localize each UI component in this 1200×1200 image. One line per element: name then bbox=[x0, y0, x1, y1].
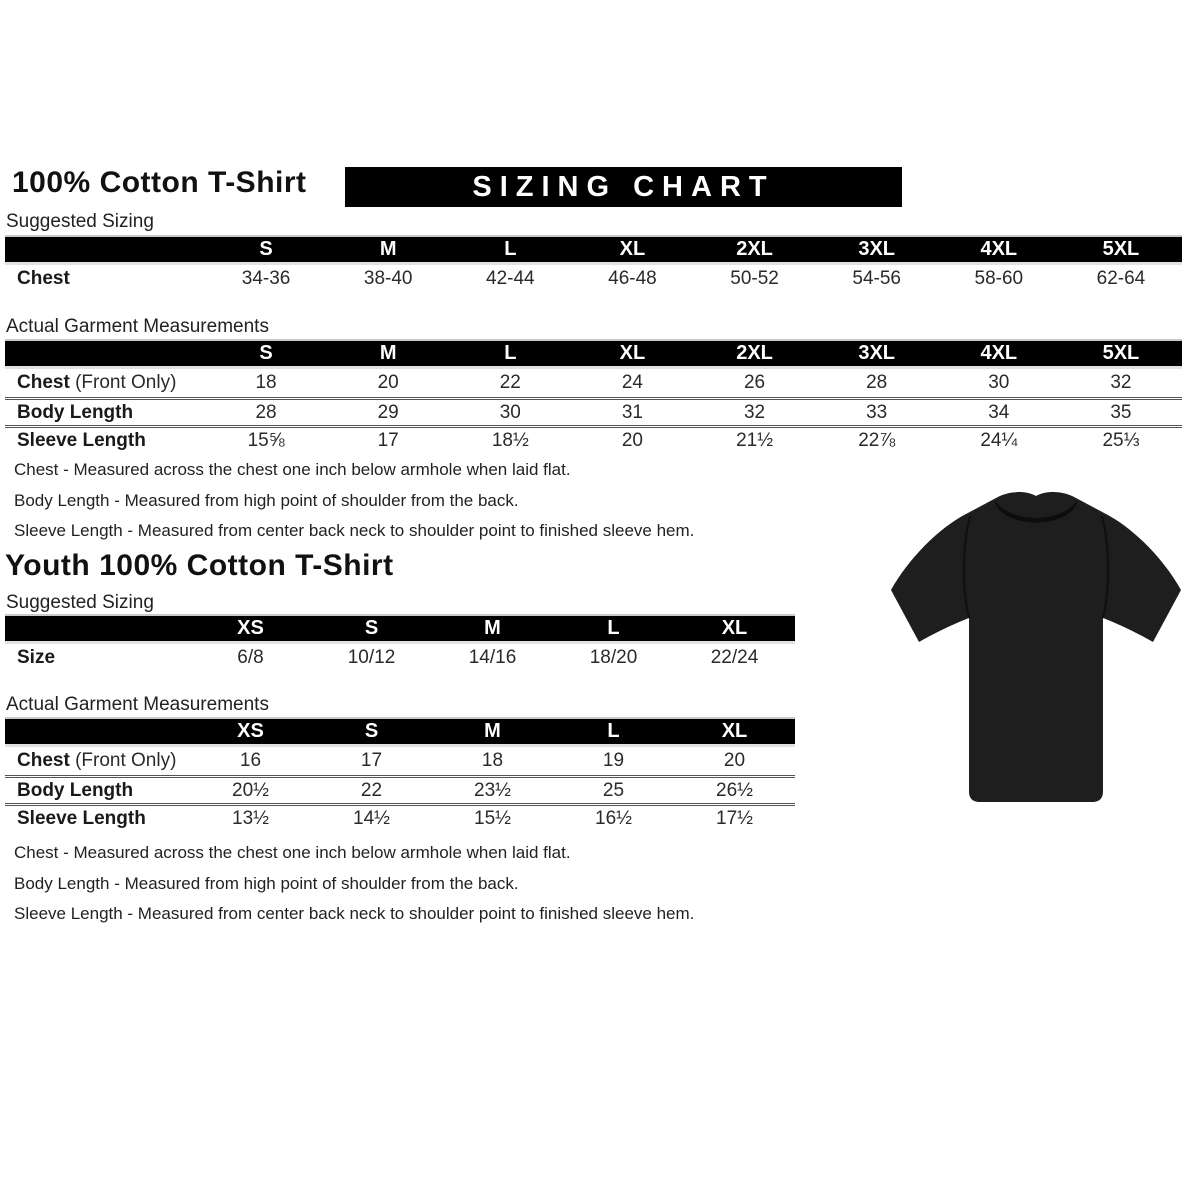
value-cell: 15⅝ bbox=[247, 429, 285, 451]
value-cell: 14/16 bbox=[468, 647, 517, 668]
column-header: L bbox=[607, 720, 620, 742]
black-tshirt-image bbox=[882, 488, 1190, 806]
youth-suggested-sizing-label: Suggested Sizing bbox=[6, 592, 154, 613]
value-cell: 24¼ bbox=[980, 429, 1018, 451]
column-header: 4XL bbox=[980, 342, 1018, 364]
value-cell: 17 bbox=[360, 750, 383, 771]
value-cell: 29 bbox=[377, 401, 399, 423]
youth-notes bbox=[14, 843, 694, 935]
value-cell: 20 bbox=[377, 372, 399, 393]
value-cell: 31 bbox=[621, 401, 643, 423]
table-header-row bbox=[5, 237, 1182, 265]
table-row bbox=[5, 644, 795, 672]
value-cell: 38-40 bbox=[363, 268, 413, 289]
column-header: M bbox=[484, 720, 501, 742]
value-cell: 32 bbox=[1110, 372, 1132, 393]
column-header: S bbox=[364, 617, 379, 639]
column-header: M bbox=[379, 342, 397, 364]
value-cell: 23½ bbox=[474, 779, 511, 801]
value-cell: 22 bbox=[499, 372, 521, 393]
column-header: XL bbox=[619, 342, 646, 364]
value-cell: 20 bbox=[621, 429, 643, 451]
table-row bbox=[5, 265, 1182, 293]
value-cell: 20 bbox=[723, 750, 746, 771]
value-cell: 22/24 bbox=[710, 647, 759, 668]
note-sleeve-length: Sleeve Length - Measured from center back neck to shoulder point to finished sleeve hem. bbox=[14, 904, 695, 923]
column-header: S bbox=[259, 342, 273, 364]
column-header: 5XL bbox=[1102, 238, 1140, 260]
column-header: S bbox=[259, 238, 273, 260]
value-cell: 62-64 bbox=[1096, 268, 1146, 289]
value-cell: 22⅞ bbox=[858, 429, 896, 451]
value-cell: 18½ bbox=[491, 429, 529, 451]
value-cell: 54-56 bbox=[852, 268, 901, 289]
row-label: Body Length bbox=[17, 401, 134, 423]
value-cell: 18 bbox=[255, 372, 277, 393]
value-cell: 32 bbox=[743, 401, 766, 423]
value-cell: 34-36 bbox=[241, 268, 291, 289]
row-label: Body Length bbox=[17, 779, 134, 801]
note-chest: Chest - Measured across the chest one inch below armhole when laid flat. bbox=[14, 843, 571, 862]
adult-title: 100% Cotton T-Shirt bbox=[12, 166, 307, 199]
value-cell: 17½ bbox=[716, 807, 753, 829]
value-cell: 18 bbox=[481, 750, 504, 771]
value-cell: 25⅓ bbox=[1102, 429, 1140, 451]
value-cell: 13½ bbox=[232, 807, 269, 829]
column-header: 5XL bbox=[1102, 342, 1140, 364]
value-cell: 30 bbox=[988, 372, 1010, 393]
column-header: M bbox=[379, 238, 397, 260]
column-header: XL bbox=[619, 238, 646, 260]
column-header: XL bbox=[721, 617, 748, 639]
adult-actual-measurements-label: Actual Garment Measurements bbox=[6, 316, 269, 337]
table-header-row bbox=[5, 719, 795, 747]
tshirt-body bbox=[891, 492, 1181, 802]
youth-actual-measurements-table bbox=[5, 717, 795, 831]
note-chest: Chest - Measured across the chest one inch below armhole when laid flat. bbox=[14, 460, 571, 479]
value-cell: 25 bbox=[602, 779, 625, 801]
value-cell: 26 bbox=[743, 372, 766, 393]
column-header: L bbox=[504, 238, 517, 260]
row-label: Sleeve Length bbox=[17, 807, 146, 829]
youth-title: Youth 100% Cotton T-Shirt bbox=[5, 549, 394, 582]
value-cell: 6/8 bbox=[237, 647, 264, 668]
column-header: 3XL bbox=[858, 238, 896, 260]
value-cell: 30 bbox=[499, 401, 521, 423]
table-row bbox=[5, 775, 795, 803]
column-header: L bbox=[504, 342, 517, 364]
value-cell: 17 bbox=[377, 429, 399, 451]
table-header-row bbox=[5, 616, 795, 644]
row-label: Size bbox=[17, 647, 56, 668]
value-cell: 28 bbox=[866, 372, 888, 393]
value-cell: 19 bbox=[602, 750, 625, 771]
value-cell: 14½ bbox=[353, 807, 390, 829]
value-cell: 16 bbox=[239, 750, 262, 771]
table-row bbox=[5, 369, 1182, 397]
column-header: M bbox=[484, 617, 501, 639]
value-cell: 58-60 bbox=[974, 268, 1024, 289]
adult-suggested-sizing-label: Suggested Sizing bbox=[6, 211, 154, 232]
table-row bbox=[5, 803, 795, 831]
value-cell: 24 bbox=[621, 372, 643, 393]
table-row bbox=[5, 425, 1182, 453]
column-header: 3XL bbox=[858, 342, 896, 364]
note-body-length: Body Length - Measured from high point of shoulder from the back. bbox=[14, 873, 519, 893]
value-cell: 28 bbox=[255, 401, 277, 423]
value-cell: 34 bbox=[988, 401, 1010, 423]
value-cell: 16½ bbox=[595, 807, 632, 829]
youth-actual-measurements-label: Actual Garment Measurements bbox=[6, 694, 269, 715]
value-cell: 42-44 bbox=[486, 268, 535, 289]
column-header: XS bbox=[237, 617, 264, 639]
column-header: XS bbox=[237, 720, 264, 742]
value-cell: 21½ bbox=[736, 429, 774, 451]
column-header: 2XL bbox=[736, 342, 773, 364]
value-cell: 50-52 bbox=[730, 268, 779, 289]
note-sleeve-length: Sleeve Length - Measured from center back neck to shoulder point to finished sleeve hem. bbox=[14, 521, 695, 540]
tshirt-photo bbox=[882, 488, 1190, 806]
youth-suggested-sizing-table bbox=[5, 614, 795, 672]
adult-notes bbox=[14, 460, 694, 552]
value-cell: 46-48 bbox=[608, 268, 657, 289]
value-cell: 20½ bbox=[232, 779, 269, 801]
value-cell: 35 bbox=[1110, 401, 1132, 423]
note-body-length: Body Length - Measured from high point of shoulder from the back. bbox=[14, 490, 519, 510]
row-label: Chest (Front Only) bbox=[17, 372, 177, 393]
column-header: L bbox=[607, 617, 620, 639]
row-label: Sleeve Length bbox=[17, 429, 146, 451]
table-row bbox=[5, 747, 795, 775]
column-header: S bbox=[364, 720, 379, 742]
adult-suggested-sizing-table bbox=[5, 235, 1182, 293]
value-cell: 26½ bbox=[716, 779, 753, 801]
value-cell: 15½ bbox=[474, 807, 511, 829]
column-header: XL bbox=[721, 720, 748, 742]
column-header: 2XL bbox=[736, 238, 773, 260]
column-header: 4XL bbox=[980, 238, 1018, 260]
row-label: Chest bbox=[17, 268, 70, 289]
adult-actual-measurements-table bbox=[5, 339, 1182, 453]
value-cell: 10/12 bbox=[347, 647, 396, 668]
table-header-row bbox=[5, 341, 1182, 369]
row-label: Chest (Front Only) bbox=[17, 750, 177, 771]
value-cell: 18/20 bbox=[589, 647, 638, 668]
sizing-chart-banner: SIZING CHART bbox=[345, 167, 902, 207]
value-cell: 22 bbox=[360, 779, 383, 801]
value-cell: 33 bbox=[866, 401, 888, 423]
table-row bbox=[5, 397, 1182, 425]
